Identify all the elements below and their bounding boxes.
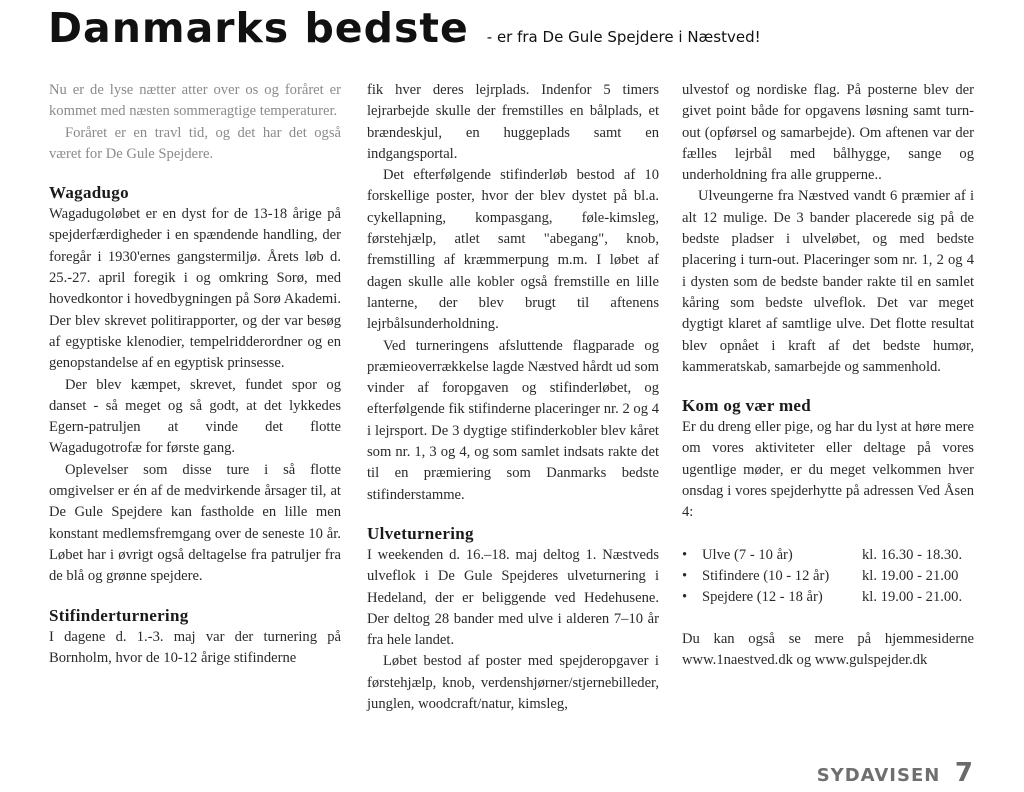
ulve-paragraph-1: I weekenden d. 16.–18. maj deltog 1. Næstveds ulveflok i De Gule Spejderes ulveturnering i Hedeland, der er beliggende ved Hedehusene. Der deltog 28 bander med ulve i alderen 7–10 år fra hele landet. — [367, 546, 659, 649]
wagadugo-paragraph-1: Wagadugoløbet er en dyst for de 13-18 årige på spejderfærdigheder i en spændende handling, der foregår i 1930'ernes gangstermiljø. Årets løb d. 25.-27. april foregik i og omkring Sorø, med hovedkontor i hovedbygningen på Sorø Akademi. Der blev skrevet politirapporter, og der var besøg af egyptiske klenodier, tempelridderordner og en genopstandelse af en egyptisk prinsesse. — [49, 206, 341, 372]
meeting-schedule-list — [682, 545, 974, 608]
intro-paragraph-1: Nu er de lyse nætter atter over os og foråret er kommet med næsten sommeragtige temperaturer. — [49, 82, 341, 120]
kom-paragraph-1: Er du dreng eller pige, og har du lyst at høre mere om vores aktiviteter eller deltage på vores ugentlige møder, er du meget velkommen hver onsdag i vores spejderhytte på adressen Ved Åsen 4: — [682, 419, 974, 521]
article-column-2 — [367, 80, 659, 715]
stifinder-paragraph-4: Ved turneringens afsluttende flagparade og præmieoverrækkelse lagde Næstved hårdt ud som vinder af foropgaven og stifinderløbet, og efterfølgende fik stifinderne placeringer nr. 2 og 4 i lejrsport. De 3 dygtige stifinderkobler blev kåret som nr. 1, 3 og 4, og som samlet indsats rakte det til en præmiering som Danmarks bedste stifinderstamme. — [367, 337, 659, 503]
schedule-item — [682, 587, 974, 608]
schedule-label: Spejdere (12 - 18 år) — [702, 588, 823, 605]
section-heading-kom-og-vaer-med: Kom og vær med — [682, 396, 812, 416]
ulve-paragraph-3: ulvestof og nordiske flag. På posterne blev der givet point både for opgavens løsning samt turn-out (opførsel og samarbejde). Om aftenen var der fælles lejrbål med bålhygge, sange og underholdning fra alle grupperne.. — [682, 82, 974, 184]
article-column-3 — [682, 80, 974, 671]
schedule-label: Stifindere (10 - 12 år) — [702, 567, 830, 584]
stifinder-paragraph-2: fik hver deres lejrplads. Indenfor 5 timers lejrarbejde skulle der fremstilles en bålplads, et brændeskjul, en huggeplads samt en indgangsportal. — [367, 82, 659, 162]
schedule-time: kl. 19.00 - 21.00 — [862, 567, 959, 584]
bullet-icon: • — [682, 567, 688, 584]
ulve-paragraph-4: Ulveungerne fra Næstved vandt 6 præmier af i alt 12 mulige. De 3 bander placerede sig på de bedste pladser i ulveløbet, og med bedste placering i turn-out. Placeringer som nr. 1, 2 og 4 i dysten som de bedste bander rakte til en samlet kåring som bedste ulveflok. Det var meget dygtigt klaret af samtlige ulve. Det flotte resultat blev opnået i kraft af det bedste humør, kammeratskab, samarbejde og sammenhold. — [682, 188, 974, 375]
schedule-time: kl. 16.30 - 18.30. — [862, 546, 963, 563]
stifinder-paragraph-3: Det efterfølgende stifinderløb bestod af 10 forskellige poster, hvor der blev dystet på bl.a. cykellapning, kompasgang, føle-kimsleg, førstehjælp, atlet samt "abegang", knob, fremstilling af kræmmerpung m.m. I løbet af dagen skulle alle kobler også fremstille en lille lanterne, der blev brugt til aftenens lejrbålsunderholdning. — [367, 167, 659, 333]
ulve-paragraph-2: Løbet bestod af poster med spejderopgaver i førstehjælp, knob, verdenshjørner/stjernebilleder, junglen, woodcraft/natur, kimsleg, — [367, 653, 659, 713]
wagadugo-paragraph-2: Der blev kæmpet, skrevet, fundet spor og danset - så meget og så godt, at det lykkedes Egern-patruljen at vinde det flotte Wagadugotrofæ for første gang. — [49, 376, 341, 457]
section-heading-wagadugo: Wagadugo — [49, 183, 129, 203]
schedule-label: Ulve (7 - 10 år) — [702, 546, 793, 563]
intro-paragraph-2: Foråret er en travl tid, og det har det også været for De Gule Spejdere. — [49, 124, 341, 162]
stifinder-paragraph-1: I dagene d. 1.-3. maj var der turnering på Bornholm, hvor de 10-12 årige stifinderne — [49, 628, 341, 666]
wagadugo-paragraph-3: Oplevelser som disse ture i så flotte omgivelser er én af de medvirkende årsager til, at De Gule Spejdere kan fastholde en lille men konstant medlemsfremgang over de seneste 10 år. Løbet har i øvrigt også deltagelse fra patruljer fra de blå og grønne spejdere. — [49, 461, 341, 585]
schedule-time: kl. 19.00 - 21.00. — [862, 588, 963, 605]
page-header — [48, 4, 988, 70]
bullet-icon: • — [682, 546, 688, 563]
schedule-item — [682, 545, 974, 566]
website-paragraph: Du kan også se mere på hjemmesiderne www.1naestved.dk og www.gulspejder.dk — [682, 630, 974, 668]
schedule-item — [682, 566, 974, 587]
publication-name: SYDAVISEN — [816, 765, 941, 786]
page-number: 7 — [954, 758, 974, 788]
page-subtitle: - er fra De Gule Spejdere i Næstved! — [486, 28, 761, 46]
bullet-icon: • — [682, 588, 688, 605]
section-heading-stifinderturnering: Stifinderturnering — [49, 605, 189, 625]
section-heading-ulveturnering: Ulveturnering — [367, 523, 474, 543]
page-title: Danmarks bedste — [48, 4, 469, 52]
page-footer — [817, 758, 974, 788]
article-column-1 — [49, 80, 341, 669]
